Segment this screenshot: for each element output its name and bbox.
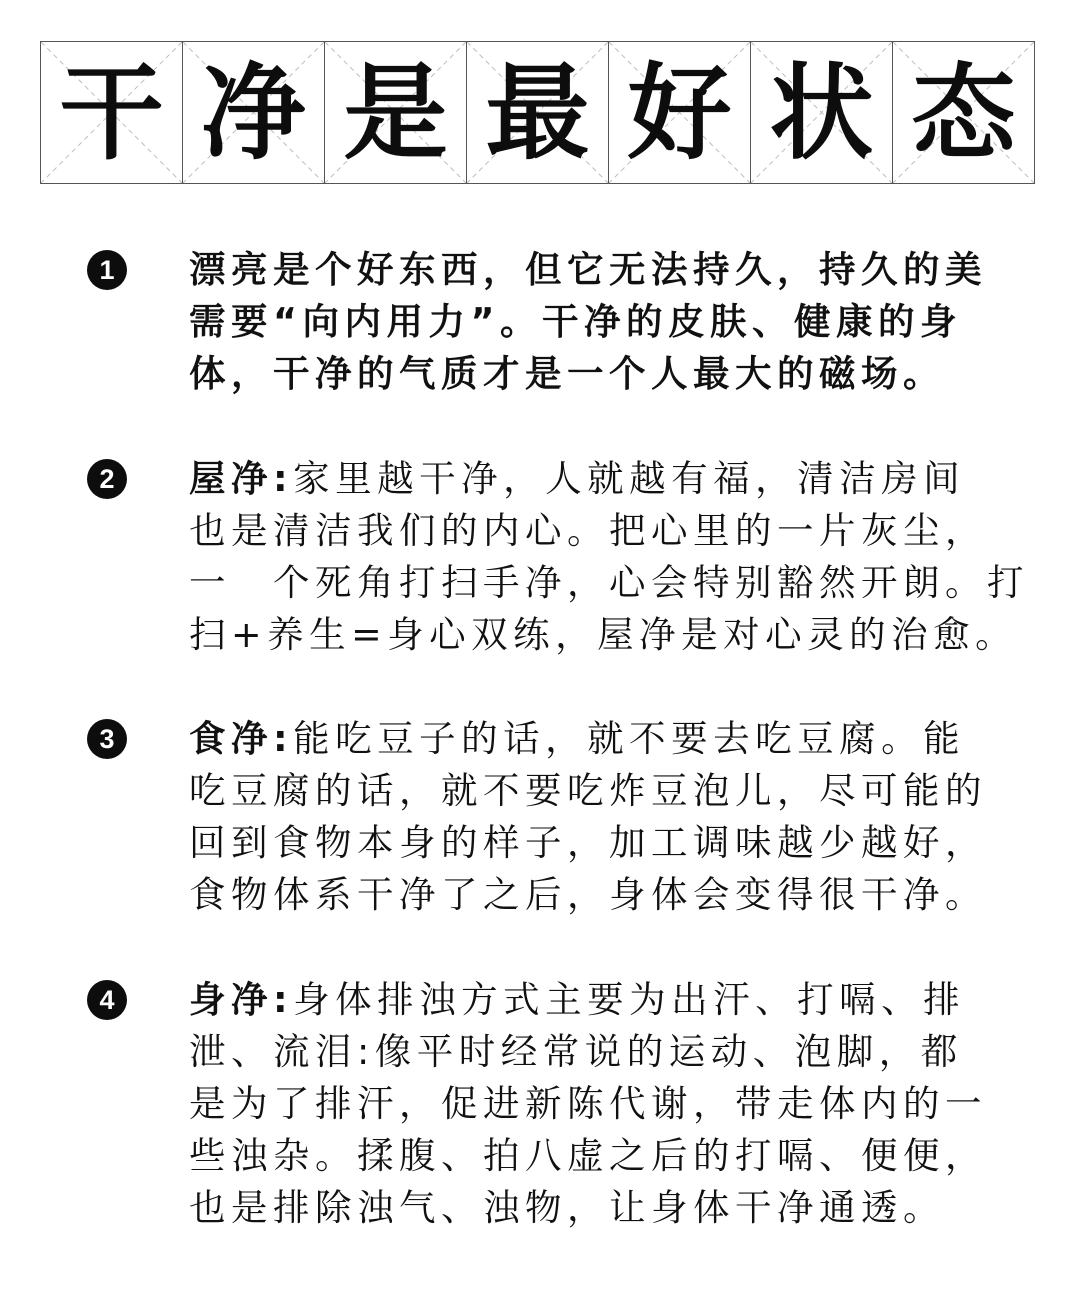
title-char: 最 — [485, 51, 590, 174]
title-banner — [40, 41, 1041, 184]
text-line: 吃豆腐的话，就不要吃炸豆泡儿，尽可能的 — [189, 769, 987, 812]
title-cell — [40, 41, 183, 184]
section-heading: 食净: — [189, 717, 294, 760]
number-badge: 2 — [87, 459, 127, 499]
text-line: 一 个死角打扫手净，心会特别豁然开朗。打 — [189, 561, 1029, 604]
title-cell — [324, 41, 467, 184]
title-cell — [466, 41, 609, 184]
section-heading: 屋净: — [189, 457, 294, 500]
section-text — [189, 713, 989, 921]
heading-rest: 家里越干净，人就越有福，清洁房间 — [293, 457, 966, 500]
text-line: 些浊杂。揉腹、拍八虚之后的打嗝、便便， — [189, 1134, 987, 1177]
section-text — [189, 453, 1029, 661]
text-line: 是为了排汗，促进新陈代谢，带走体内的一 — [189, 1082, 987, 1125]
section-text — [189, 244, 989, 400]
title-cell — [750, 41, 893, 184]
heading-rest: 能吃豆子的话，就不要去吃豆腐。能 — [293, 717, 966, 760]
text-line: 体，干净的气质才是一个人最大的磁场。 — [189, 352, 945, 395]
title-cell — [182, 41, 325, 184]
title-char: 干 — [59, 51, 164, 174]
text-line: 也是排除浊气、浊物，让身体干净通透。 — [189, 1186, 945, 1229]
section-text — [189, 974, 989, 1234]
text-line: 需要“向内用力”。干净的皮肤、健康的身 — [189, 300, 962, 343]
text-line: 扫+养生=身心双练，屋净是对心灵的治愈。 — [189, 613, 1018, 656]
text-line: 食物体系干净了之后，身体会变得很干净。 — [189, 873, 987, 916]
text-line — [189, 713, 989, 765]
title-cell — [608, 41, 751, 184]
number-badge: 1 — [87, 250, 127, 290]
text-line: 也是清洁我们的内心。把心里的一片灰尘， — [189, 509, 987, 552]
title-char: 好 — [627, 51, 732, 174]
section-heading: 身净: — [189, 978, 294, 1021]
text-line — [189, 974, 989, 1026]
text-line: 泄、流泪:像平时经常说的运动、泡脚，都 — [189, 1030, 963, 1073]
number-badge: 4 — [87, 980, 127, 1020]
title-char: 状 — [769, 51, 874, 174]
heading-rest: 身体排浊方式主要为出汗、打嗝、排 — [293, 978, 966, 1021]
title-char: 态 — [911, 51, 1016, 174]
text-line: 漂亮是个好东西，但它无法持久，持久的美 — [189, 248, 987, 291]
number-badge: 3 — [87, 719, 127, 759]
text-line: 回到食物本身的样子，加工调味越少越好， — [189, 821, 987, 864]
title-cell — [892, 41, 1035, 184]
title-char: 是 — [343, 51, 448, 174]
title-char: 净 — [201, 51, 306, 174]
text-line — [189, 453, 989, 505]
